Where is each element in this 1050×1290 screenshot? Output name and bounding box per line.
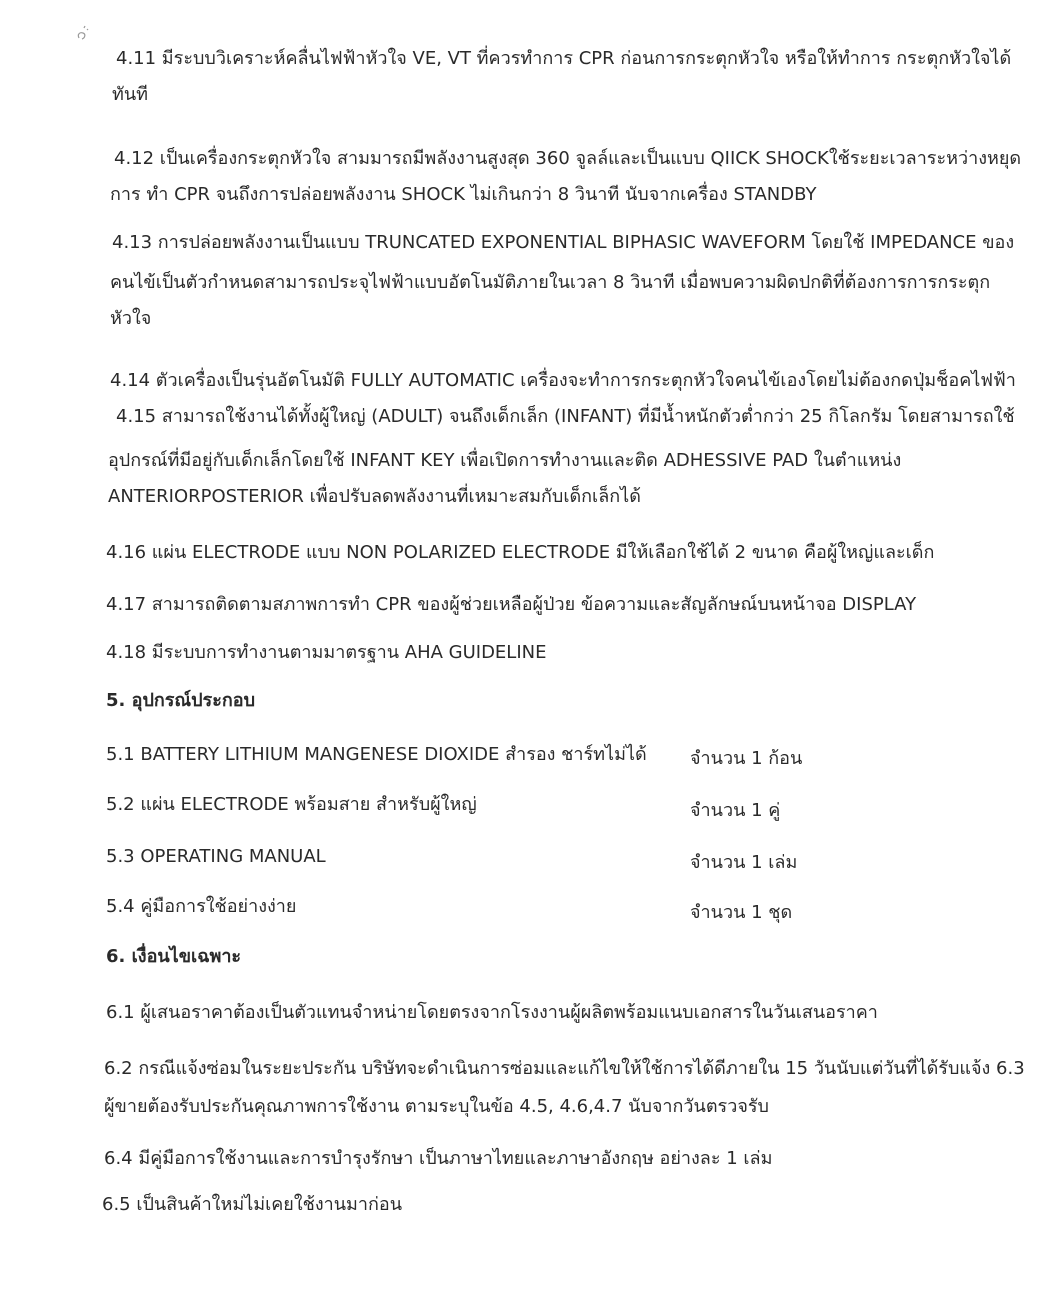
item-4-15-line-2: อุปกรณ์ที่มีอยู่กับเด็กเล็กโดยใช้ INFANT KEY เพื่อเปิดการทำงานและติด ADHESSIVE PAD ในตำแหน่ง <box>108 450 902 471</box>
item-4-12-line-2: การ ทำ CPR จนถึงการปล่อยพลังงาน SHOCK ไม่เกินกว่า 8 วินาที นับจากเครื่อง STANDBY <box>110 184 817 205</box>
item-4-15-line-1: 4.15 สามารถใช้งานได้ทั้งผู้ใหญ่ (ADULT) จนถึงเด็กเล็ก (INFANT) ที่มีน้ำหนักตัวต่ำกว่า 25 กิโลกรัม โดยสามารถใช้ <box>116 406 1015 427</box>
item-4-11-line-1: 4.11 มีระบบวิเคราะห์คลื่นไฟฟ้าหัวใจ VE, VT ที่ควรทำการ CPR ก่อนการกระตุกหัวใจ หรือให้ทำการ กระตุกหัวใจได้ <box>116 48 1012 69</box>
item-4-17: 4.17 สามารถติดตามสภาพการทำ CPR ของผู้ช่วยเหลือผู้ป่วย ข้อความและสัญลักษณ์บนหน้าจอ DISPLAY <box>106 594 917 615</box>
accessory-item-qty: จำนวน 1 ชุด <box>690 902 793 923</box>
accessory-item-label: 5.4 คู่มือการใช้อย่างง่าย <box>106 896 297 917</box>
section-6-heading: 6. เงื่อนไขเฉพาะ <box>106 946 242 967</box>
item-4-13-line-2: คนไข้เป็นตัวกำหนดสามารถประจุไฟฟ้าแบบอัตโนมัติภายในเวลา 8 วินาที เมื่อพบความผิดปกติที่ต้องการการกระตุก <box>110 272 991 293</box>
accessory-item-qty: จำนวน 1 คู่ <box>690 800 781 821</box>
accessory-item-label: 5.3 OPERATING MANUAL <box>106 846 326 867</box>
item-4-18: 4.18 มีระบบการทำงานตามมาตรฐาน AHA GUIDELINE <box>106 642 547 663</box>
section-5-heading: 5. อุปกรณ์ประกอบ <box>106 690 256 711</box>
scan-speck-mark <box>76 24 90 44</box>
item-6-2-line-2: ผู้ขายต้องรับประกันคุณภาพการใช้งาน ตามระบุในข้อ 4.5, 4.6,4.7 นับจากวันตรวจรับ <box>104 1096 769 1117</box>
item-4-14: 4.14 ตัวเครื่องเป็นรุ่นอัตโนมัติ FULLY AUTOMATIC เครื่องจะทำการกระตุกหัวใจคนไข้เองโดยไม่ต้องกดปุ่มช็อคไฟฟ้า <box>110 370 1016 391</box>
item-4-12-line-1: 4.12 เป็นเครื่องกระตุกหัวใจ สามมารถมีพลังงานสูงสุด 360 จูลล์และเป็นแบบ QIICK SHOCKใช้ระยะเวลาระหว่างหยุด <box>114 148 1022 169</box>
accessory-item-label: 5.1 BATTERY LITHIUM MANGENESE DIOXIDE สำรอง ชาร์ทไม่ได้ <box>106 744 647 765</box>
item-4-11-line-2: ทันที <box>112 84 149 105</box>
item-6-4: 6.4 มีคู่มือการใช้งานและการบำรุงรักษา เป็นภาษาไทยและภาษาอังกฤษ อย่างละ 1 เล่ม <box>104 1148 773 1169</box>
item-6-1: 6.1 ผู้เสนอราคาต้องเป็นตัวแทนจำหน่ายโดยตรงจากโรงงานผู้ผลิตพร้อมแนบเอกสารในวันเสนอราคา <box>106 1002 878 1023</box>
accessory-item-qty: จำนวน 1 เล่ม <box>690 852 798 873</box>
item-4-13-line-3: หัวใจ <box>110 308 152 329</box>
accessory-item-label: 5.2 แผ่น ELECTRODE พร้อมสาย สำหรับผู้ใหญ่ <box>106 794 477 815</box>
item-4-15-line-3: ANTERIORPOSTERIOR เพื่อปรับลดพลังงานที่เหมาะสมกับเด็กเล็กได้ <box>108 486 641 507</box>
item-6-2-line-1: 6.2 กรณีแจ้งซ่อมในระยะประกัน บริษัทจะดำเนินการซ่อมและแก้ไขให้ใช้การได้ดีภายใน 15 วันนับแต่วันที่ได้รับแจ้ง 6.3 <box>104 1058 1025 1079</box>
accessory-item-qty: จำนวน 1 ก้อน <box>690 748 803 769</box>
item-4-13-line-1: 4.13 การปล่อยพลังงานเป็นแบบ TRUNCATED EXPONENTIAL BIPHASIC WAVEFORM โดยใช้ IMPEDANCE ของ <box>112 232 1015 253</box>
item-4-16: 4.16 แผ่น ELECTRODE แบบ NON POLARIZED ELECTRODE มีให้เลือกใช้ได้ 2 ขนาด คือผู้ใหญ่และเด็ก <box>106 542 935 563</box>
item-6-5: 6.5 เป็นสินค้าใหม่ไม่เคยใช้งานมาก่อน <box>102 1194 403 1215</box>
